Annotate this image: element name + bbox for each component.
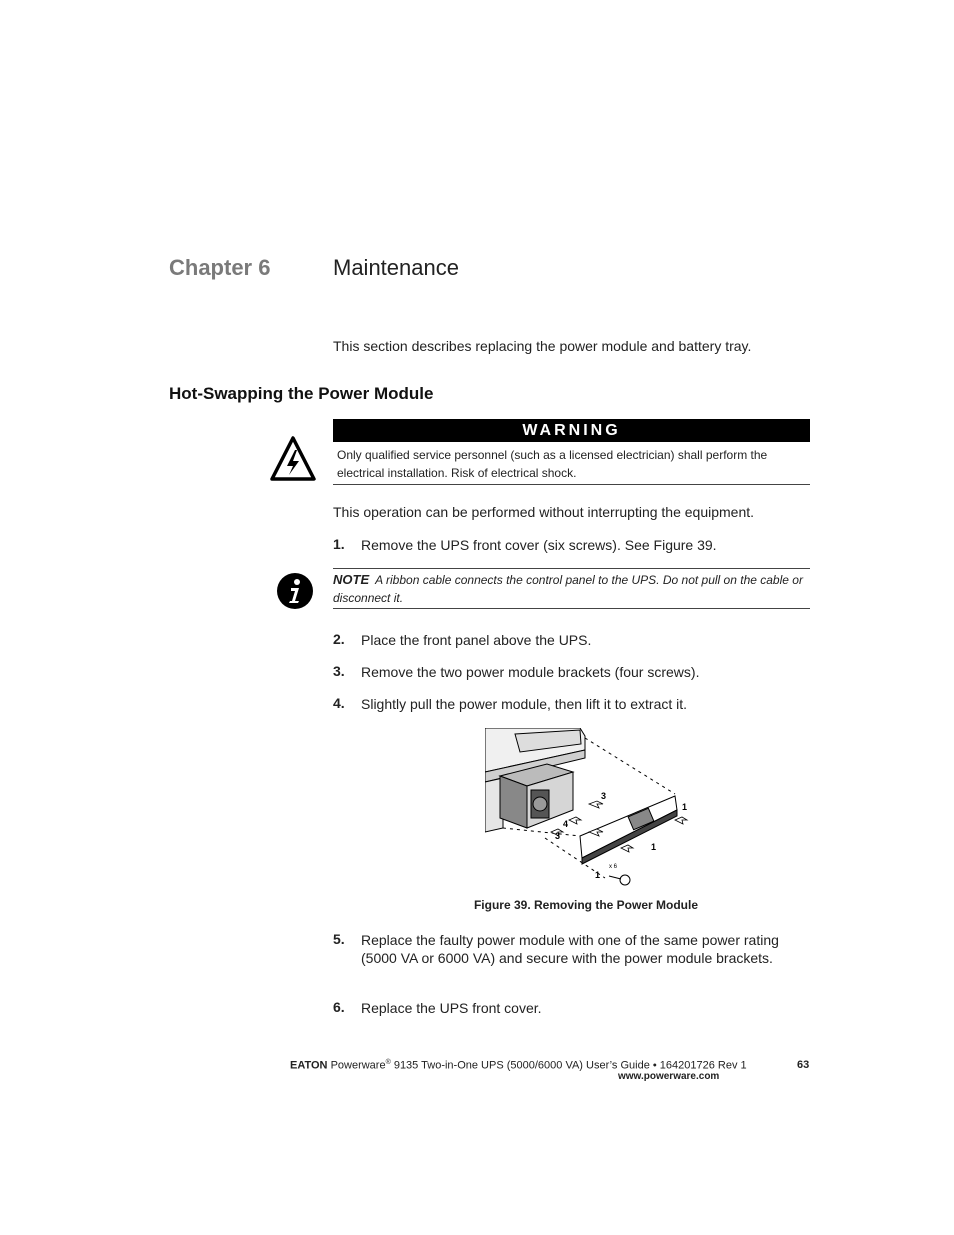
power-module-figure — [485, 728, 695, 890]
step-number: 1. — [333, 536, 345, 552]
figure-callout: 3 — [555, 831, 561, 841]
note-body: A ribbon cable connects the control panel to the UPS. Do not pull on the cable or disconnect it. — [333, 573, 803, 605]
chapter-title: Maintenance — [333, 255, 459, 280]
figure-callout: 1 — [595, 870, 601, 880]
footer-url[interactable]: www.powerware.com — [618, 1071, 720, 1082]
page-number: 63 — [797, 1059, 810, 1071]
figure-callout: 1 — [651, 842, 657, 852]
step-number: 4. — [333, 695, 345, 711]
step-text: Replace the UPS front cover. — [361, 1000, 542, 1016]
note-top-rule — [333, 568, 810, 569]
step-number: 5. — [333, 931, 345, 947]
footer-product: Powerware — [330, 1059, 386, 1072]
information-icon — [276, 572, 314, 610]
step-number: 2. — [333, 631, 345, 647]
electrical-hazard-icon — [270, 436, 316, 482]
intro-text: This section describes replacing the power module and battery tray. — [333, 338, 752, 354]
warning-banner: WARNING — [333, 419, 810, 442]
figure-callout: 1 — [682, 802, 688, 812]
step-text: Remove the UPS front cover (six screws). See Figure 39. — [361, 537, 717, 553]
figure-callout: 3 — [601, 791, 607, 801]
note-bottom-rule — [333, 608, 810, 609]
figure-callout: 4 — [563, 819, 569, 829]
step-text: Slightly pull the power module, then lift it to extract it. — [361, 696, 688, 712]
section-heading: Hot-Swapping the Power Module — [169, 384, 434, 403]
step-text: Replace the faulty power module with one of the same power rating (5000 VA or 6000 VA) and secure with the power module brackets. — [361, 932, 779, 966]
note-label: NOTE — [333, 572, 370, 587]
warning-bottom-rule — [333, 484, 810, 485]
note-text — [333, 571, 803, 607]
step-text: Place the front panel above the UPS. — [361, 632, 592, 648]
step-number: 3. — [333, 663, 345, 679]
operation-text: This operation can be performed without interrupting the equipment. — [333, 504, 755, 520]
step-text: Remove the two power module brackets (four screws). — [361, 664, 700, 680]
figure-callout: x 6 — [609, 864, 618, 870]
chapter-label: Chapter 6 — [169, 255, 271, 280]
footer-brand: EATON — [290, 1059, 328, 1072]
footer-registered-mark: ® — [385, 1059, 391, 1066]
footer-product-rest: 9135 Two-in-One UPS (5000/6000 VA) User’s Guide • 164201726 Rev 1 — [390, 1059, 747, 1072]
footer-product-line — [290, 1059, 747, 1072]
warning-text: Only qualified service personnel (such as a licensed electrician) shall perform the electrical installation. Risk of electrical shock. — [337, 448, 768, 480]
figure-caption: Figure 39. Removing the Power Module — [473, 898, 699, 912]
step-number: 6. — [333, 999, 345, 1015]
